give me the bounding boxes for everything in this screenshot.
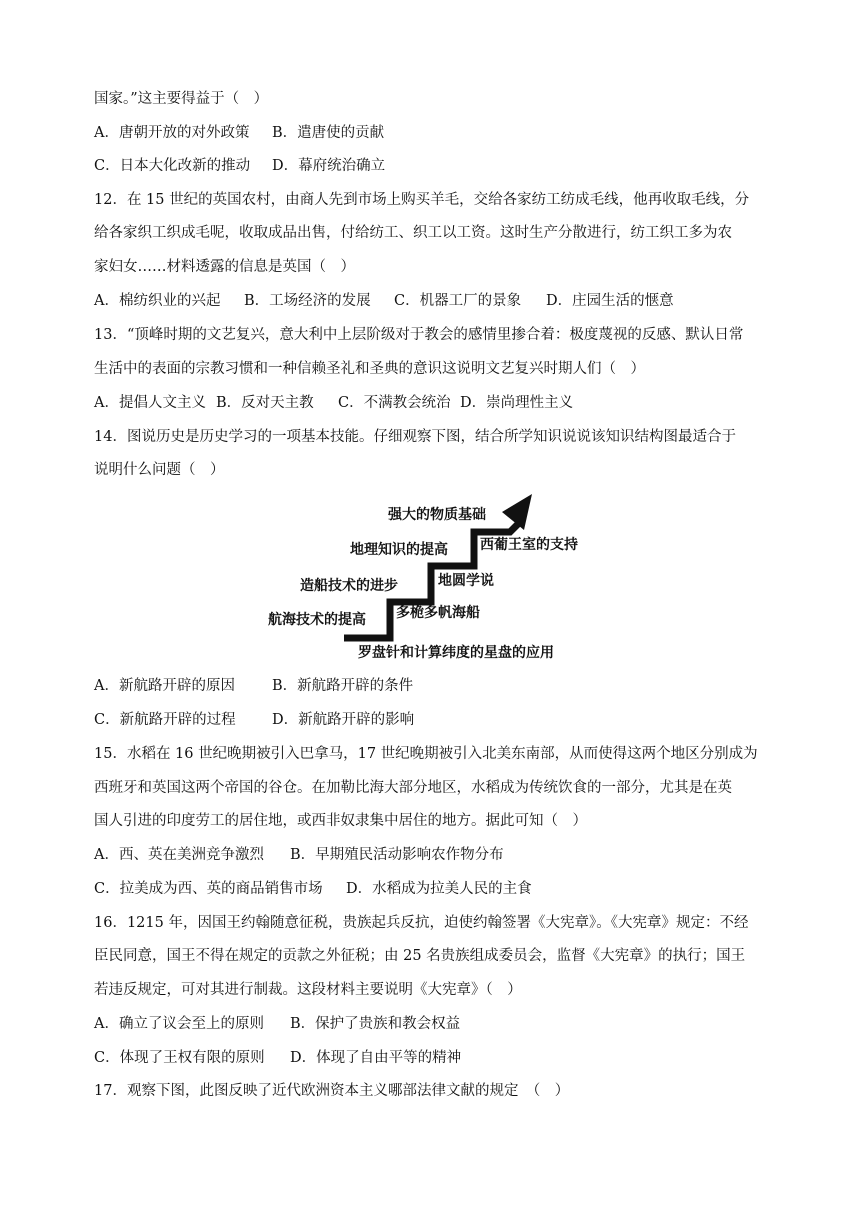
label-multi-mast-ships: 多桅多帆海船 (396, 605, 480, 621)
q15-stem-line-1: 15．水稻在 16 世纪晚期被引入巴拿马，17 世纪晚期被引入北美东南部，从而使得这两个地区分别成为 (94, 746, 758, 762)
staircase-diagram (262, 490, 602, 666)
q16-option-c[interactable]: C．体现了王权有限的原则 (94, 1050, 265, 1066)
q16-stem-line-3: 若违反规定，可对其进行制裁。这段材料主要说明《大宪章》（ ） (94, 982, 522, 998)
q12-stem-line-1: 12．在 15 世纪的英国农村，由商人先到市场上购买羊毛，交给各家纺工纺成毛线，他再收取毛线，分 (94, 192, 750, 208)
q17-stem-line-1: 17．观察下图，此图反映了近代欧洲资本主义哪部法律文献的规定 （ ） (94, 1083, 570, 1099)
q11-option-c[interactable]: C．日本大化改新的推动 (94, 158, 251, 174)
label-navigation: 航海技术的提高 (268, 612, 366, 628)
q13-stem-line-1: 13．“顶峰时期的文艺复兴，意大利中上层阶级对于教会的感情里掺合着：极度蔑视的反感、默认日常 (94, 327, 744, 343)
q13-option-d[interactable]: D．崇尚理性主义 (460, 395, 574, 411)
q14-option-b[interactable]: B．新航路开辟的条件 (272, 678, 414, 694)
q11-option-a[interactable]: A．唐朝开放的对外政策 (94, 125, 250, 141)
q15-option-d[interactable]: D．水稻成为拉美人民的主食 (346, 881, 532, 897)
q13-option-a[interactable]: A．提倡人文主义 (94, 395, 206, 411)
q12-stem-line-2: 给各家织工织成毛呢，收取成品出售，付给纺工、织工以工资。这时生产分散进行，纺工织工多为农 (94, 225, 732, 241)
q14-option-c[interactable]: C．新航路开辟的过程 (94, 712, 236, 728)
label-royal-support: 西葡王室的支持 (480, 537, 578, 553)
q15-stem-line-2: 西班牙和英国这两个帝国的谷仓。在加勒比海大部分地区，水稻成为传统饮食的一部分，尤其是在英 (94, 780, 732, 796)
q12-option-b[interactable]: B．工场经济的发展 (244, 293, 371, 309)
q16-stem-line-2: 臣民同意，国王不得在规定的贡款之外征税；由 25 名贵族组成委员会，监督《大宪章》的执行；国王 (94, 948, 746, 964)
q14-stem-line-1: 14．图说历史是历史学习的一项基本技能。仔细观察下图，结合所学知识说说该知识结构图最适合于 (94, 429, 736, 445)
q13-option-b[interactable]: B．反对天主教 (216, 395, 314, 411)
label-material-foundation: 强大的物质基础 (388, 507, 486, 523)
label-compass-astrolabe: 罗盘针和计算纬度的星盘的应用 (358, 645, 554, 661)
label-round-earth: 地圆学说 (438, 573, 494, 589)
q15-option-a[interactable]: A．西、英在美洲竞争激烈 (94, 847, 264, 863)
q12-option-d[interactable]: D．庄园生活的惬意 (546, 293, 674, 309)
q12-option-a[interactable]: A．棉纺织业的兴起 (94, 293, 221, 309)
q14-option-a[interactable]: A．新航路开辟的原因 (94, 678, 235, 694)
q15-stem-line-3: 国人引进的印度劳工的居住地，或西非奴隶集中居住的地方。据此可知（ ） (94, 813, 587, 829)
q12-option-c[interactable]: C．机器工厂的景象 (394, 293, 522, 309)
q13-option-c[interactable]: C．不满教会统治 (338, 395, 451, 411)
q16-option-a[interactable]: A．确立了议会至上的原则 (94, 1016, 264, 1032)
label-shipbuilding: 造船技术的进步 (300, 578, 398, 594)
q14-stem-line-2: 说明什么问题（ ） (94, 462, 225, 478)
q12-stem-line-3: 家妇女……材料透露的信息是英国（ ） (94, 259, 355, 275)
q16-stem-line-1: 16．1215 年，因国王约翰随意征税，贵族起兵反抗，迫使约翰签署《大宪章》。《大宪章》规定：不经 (94, 915, 749, 931)
q11-stem-tail: 国家。”这主要得益于（ ） (94, 91, 269, 107)
q14-option-d[interactable]: D．新航路开辟的影响 (272, 712, 415, 728)
label-geographic-knowledge: 地理知识的提高 (350, 542, 448, 558)
q15-option-c[interactable]: C．拉美成为西、英的商品销售市场 (94, 881, 323, 897)
q11-option-d[interactable]: D．幕府统治确立 (272, 158, 386, 174)
q16-option-d[interactable]: D．体现了自由平等的精神 (290, 1050, 462, 1066)
q16-option-b[interactable]: B．保护了贵族和教会权益 (290, 1016, 461, 1032)
q15-option-b[interactable]: B．早期殖民活动影响农作物分布 (290, 847, 504, 863)
q13-stem-line-2: 生活中的表面的宗教习惯和一种信赖圣礼和圣典的意识这说明文艺复兴时期人们（ ） (94, 361, 645, 377)
q11-option-b[interactable]: B．遣唐使的贡献 (272, 125, 385, 141)
